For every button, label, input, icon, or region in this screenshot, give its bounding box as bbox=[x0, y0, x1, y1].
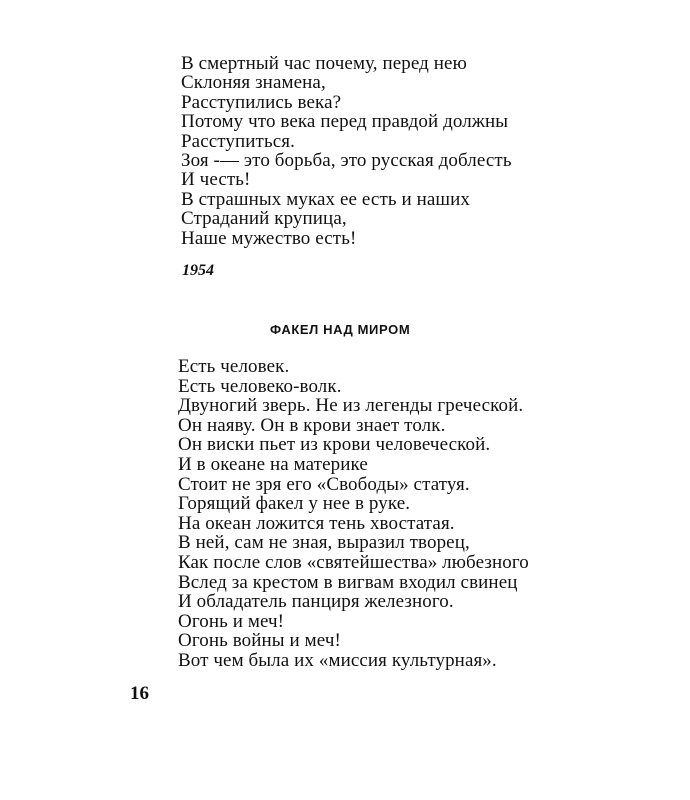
poem-line: Есть человек. bbox=[178, 356, 290, 377]
poem-line: Он виски пьет из крови человеческой. bbox=[178, 434, 491, 456]
poem-line: И в океане на материке bbox=[178, 453, 368, 475]
poem-line: Огонь и меч! bbox=[178, 610, 285, 632]
poem-line: Огонь войны и меч! bbox=[178, 630, 341, 652]
poem-line: И обладатель панциря железного. bbox=[178, 591, 454, 613]
poem-line: Страданий крупица, bbox=[181, 208, 347, 230]
poem-line: Он наяву. Он в крови знает толк. bbox=[178, 414, 446, 436]
poem-line: Есть человеко-волк. bbox=[178, 375, 342, 397]
poem-line: В ней, сам не зная, выразил творец, bbox=[178, 532, 470, 554]
page-number: 16 bbox=[130, 683, 149, 704]
poem-line: Наше мужество есть! bbox=[181, 227, 357, 249]
poem-line: Расступились века? bbox=[181, 91, 342, 113]
poem-line: Горящий факел у нее в руке. bbox=[178, 493, 411, 515]
poem-line: Вот чем была их «миссия культурная». bbox=[178, 649, 497, 671]
poem-line: Склоняя знамена, bbox=[181, 72, 326, 94]
poem-date: 1954 bbox=[182, 262, 214, 279]
poem-line: Вслед за крестом в вигвам входил свинец bbox=[178, 571, 518, 593]
poem-line: Расступиться. bbox=[181, 130, 295, 152]
poem-line: Двуногий зверь. Не из легенды греческой. bbox=[178, 395, 524, 417]
poem-line: Как после слов «святейшества» любезного bbox=[178, 551, 529, 573]
poem-2-text bbox=[178, 357, 529, 671]
poem-line: И честь! bbox=[181, 169, 251, 191]
poem-line: Зоя -— это борьба, это русская доблесть bbox=[181, 150, 512, 172]
poem-line: На океан ложится тень хвостатая. bbox=[178, 512, 455, 534]
poem-title: ФАКЕЛ НАД МИРОМ bbox=[270, 322, 411, 337]
poem-line: Потому что века перед правдой должны bbox=[181, 111, 509, 133]
poem-1-text bbox=[181, 54, 512, 248]
poem-line: В смертный час почему, перед нею bbox=[181, 53, 467, 74]
poem-line: В страшных муках ее есть и наших bbox=[181, 188, 470, 210]
poem-line: Стоит не зря его «Свободы» статуя. bbox=[178, 473, 470, 495]
